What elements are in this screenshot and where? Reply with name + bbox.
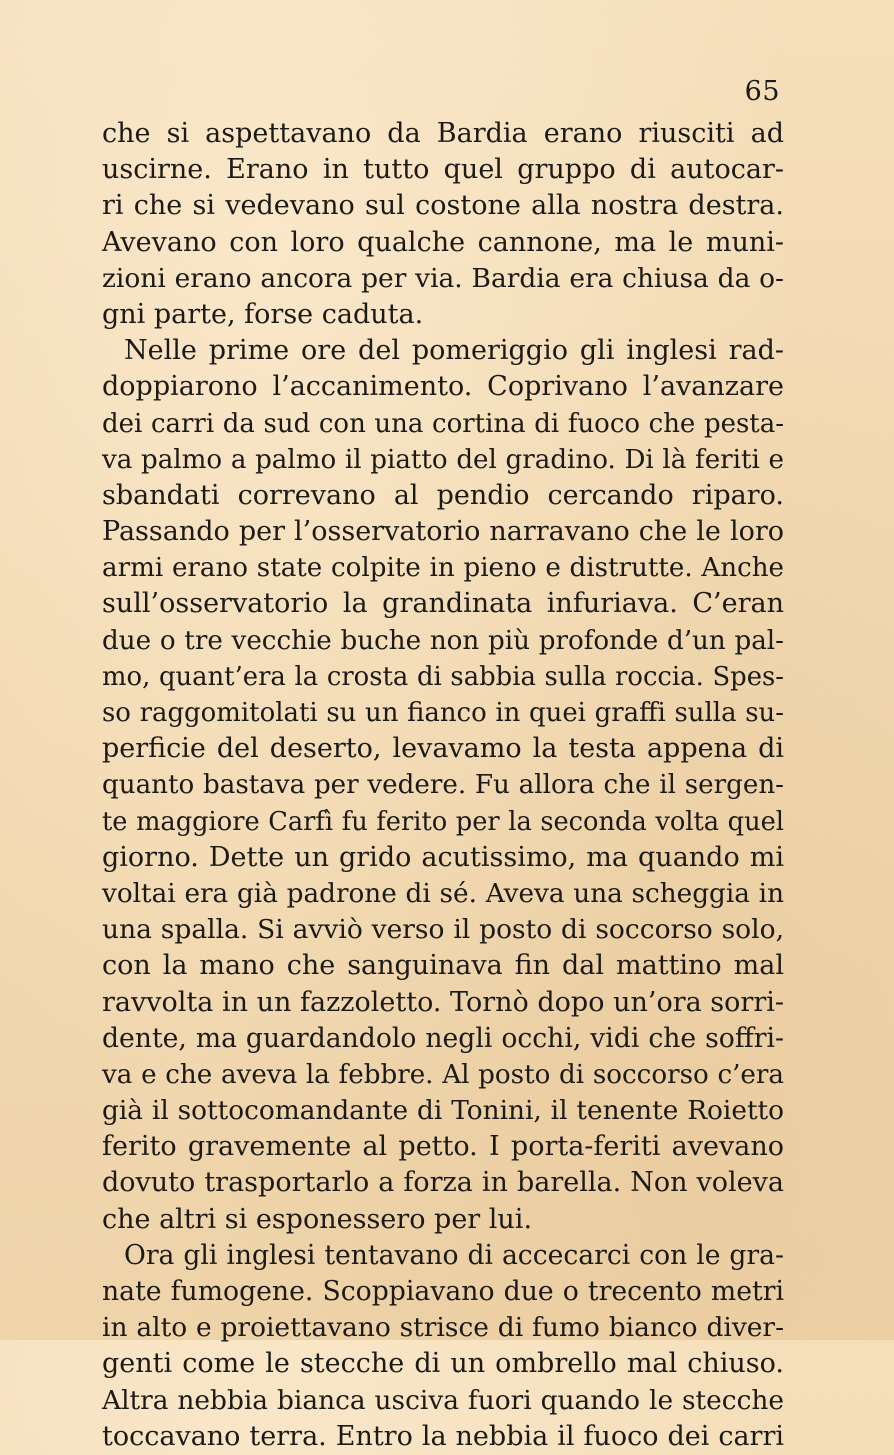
text-line: quanto bastava per vedere. Fu allora che il sergen- — [102, 770, 784, 801]
text-line: mo, quant’era la crosta di sabbia sulla roccia. Spes- — [102, 661, 784, 692]
text-line: dovuto trasportarlo a forza in barella. Non voleva — [102, 1167, 784, 1199]
text-line: con la mano che sanguinava fin dal mattino mal — [102, 950, 784, 982]
text-line: doppiarono l’accanimento. Coprivano l’avanzare — [102, 371, 784, 403]
text-line: Ora gli inglesi tentavano di accecarci con le gra- — [124, 1239, 784, 1271]
text-line: Passando per l’osservatorio narravano che le loro — [102, 516, 784, 548]
text-line: nate fumogene. Scoppiavano due o trecento metri — [102, 1276, 784, 1307]
text-line: gni parte, forse caduta. — [102, 298, 424, 330]
text-line: toccavano terra. Entro la nebbia il fuoco dei carri — [102, 1420, 784, 1452]
text-line: Avevano con loro qualche cannone, ma le muni- — [102, 226, 784, 258]
text-line: che si aspettavano da Bardia erano riusciti ad — [102, 118, 784, 149]
text-line: perficie del deserto, levavamo la testa appena di — [102, 733, 784, 765]
page-number: 65 — [744, 76, 780, 107]
text-line: genti come le stecche di un ombrello mal chiuso. — [102, 1348, 784, 1380]
text-line: Altra nebbia bianca usciva fuori quando le stecche — [102, 1384, 784, 1416]
text-line: una spalla. Si avviò verso il posto di soccorso solo, — [102, 914, 784, 946]
text-line: ravvolta in un fazzoletto. Tornò dopo un’ora sorri- — [102, 986, 784, 1018]
text-line: due o tre vecchie buche non più profonde d’un pal- — [102, 625, 784, 656]
text-line: so raggomitolati su un fianco in quei graffi sulla su- — [102, 698, 784, 728]
text-line: zioni erano ancora per via. Bardia era chiusa da o- — [102, 262, 784, 294]
text-line: uscirne. Erano in tutto quel gruppo di autocar- — [102, 154, 784, 186]
text-line: già il sottocomandante di Tonini, il tenente Roietto — [102, 1096, 784, 1127]
text-line: sbandati correvano al pendio cercando riparo. — [102, 479, 784, 511]
text-line: dente, ma guardandolo negli occhi, vidi che soffri- — [102, 1022, 784, 1054]
text-line: Nelle prime ore del pomeriggio gli inglesi rad- — [124, 335, 784, 367]
text-line: che altri si esponessero per lui. — [102, 1203, 533, 1235]
text-line: armi erano state colpite in pieno e distrutte. Anche — [102, 553, 784, 584]
text-line: giorno. Dette un grido acutissimo, ma quando mi — [102, 841, 784, 873]
text-line: te maggiore Carfì fu ferito per la seconda volta quel — [102, 806, 784, 837]
text-line: va palmo a palmo il piatto del gradino. Di là feriti e — [102, 444, 784, 475]
text-line: va e che aveva la febbre. Al posto di soccorso c’era — [102, 1059, 784, 1090]
text-line: in alto e proiettavano strisce di fumo bianco diver- — [102, 1312, 784, 1344]
text-line: ri che si vedevano sul costone alla nostra destra. — [102, 190, 784, 222]
body-text — [102, 116, 784, 1455]
text-line: ferito gravemente al petto. I porta-feriti avevano — [102, 1131, 784, 1163]
text-line: sull’osservatorio la grandinata infuriava. C’eran — [102, 588, 784, 620]
text-line: dei carri da sud con una cortina di fuoco che pesta- — [102, 408, 784, 439]
text-line: voltai era già padrone di sé. Aveva una scheggia in — [102, 878, 784, 909]
